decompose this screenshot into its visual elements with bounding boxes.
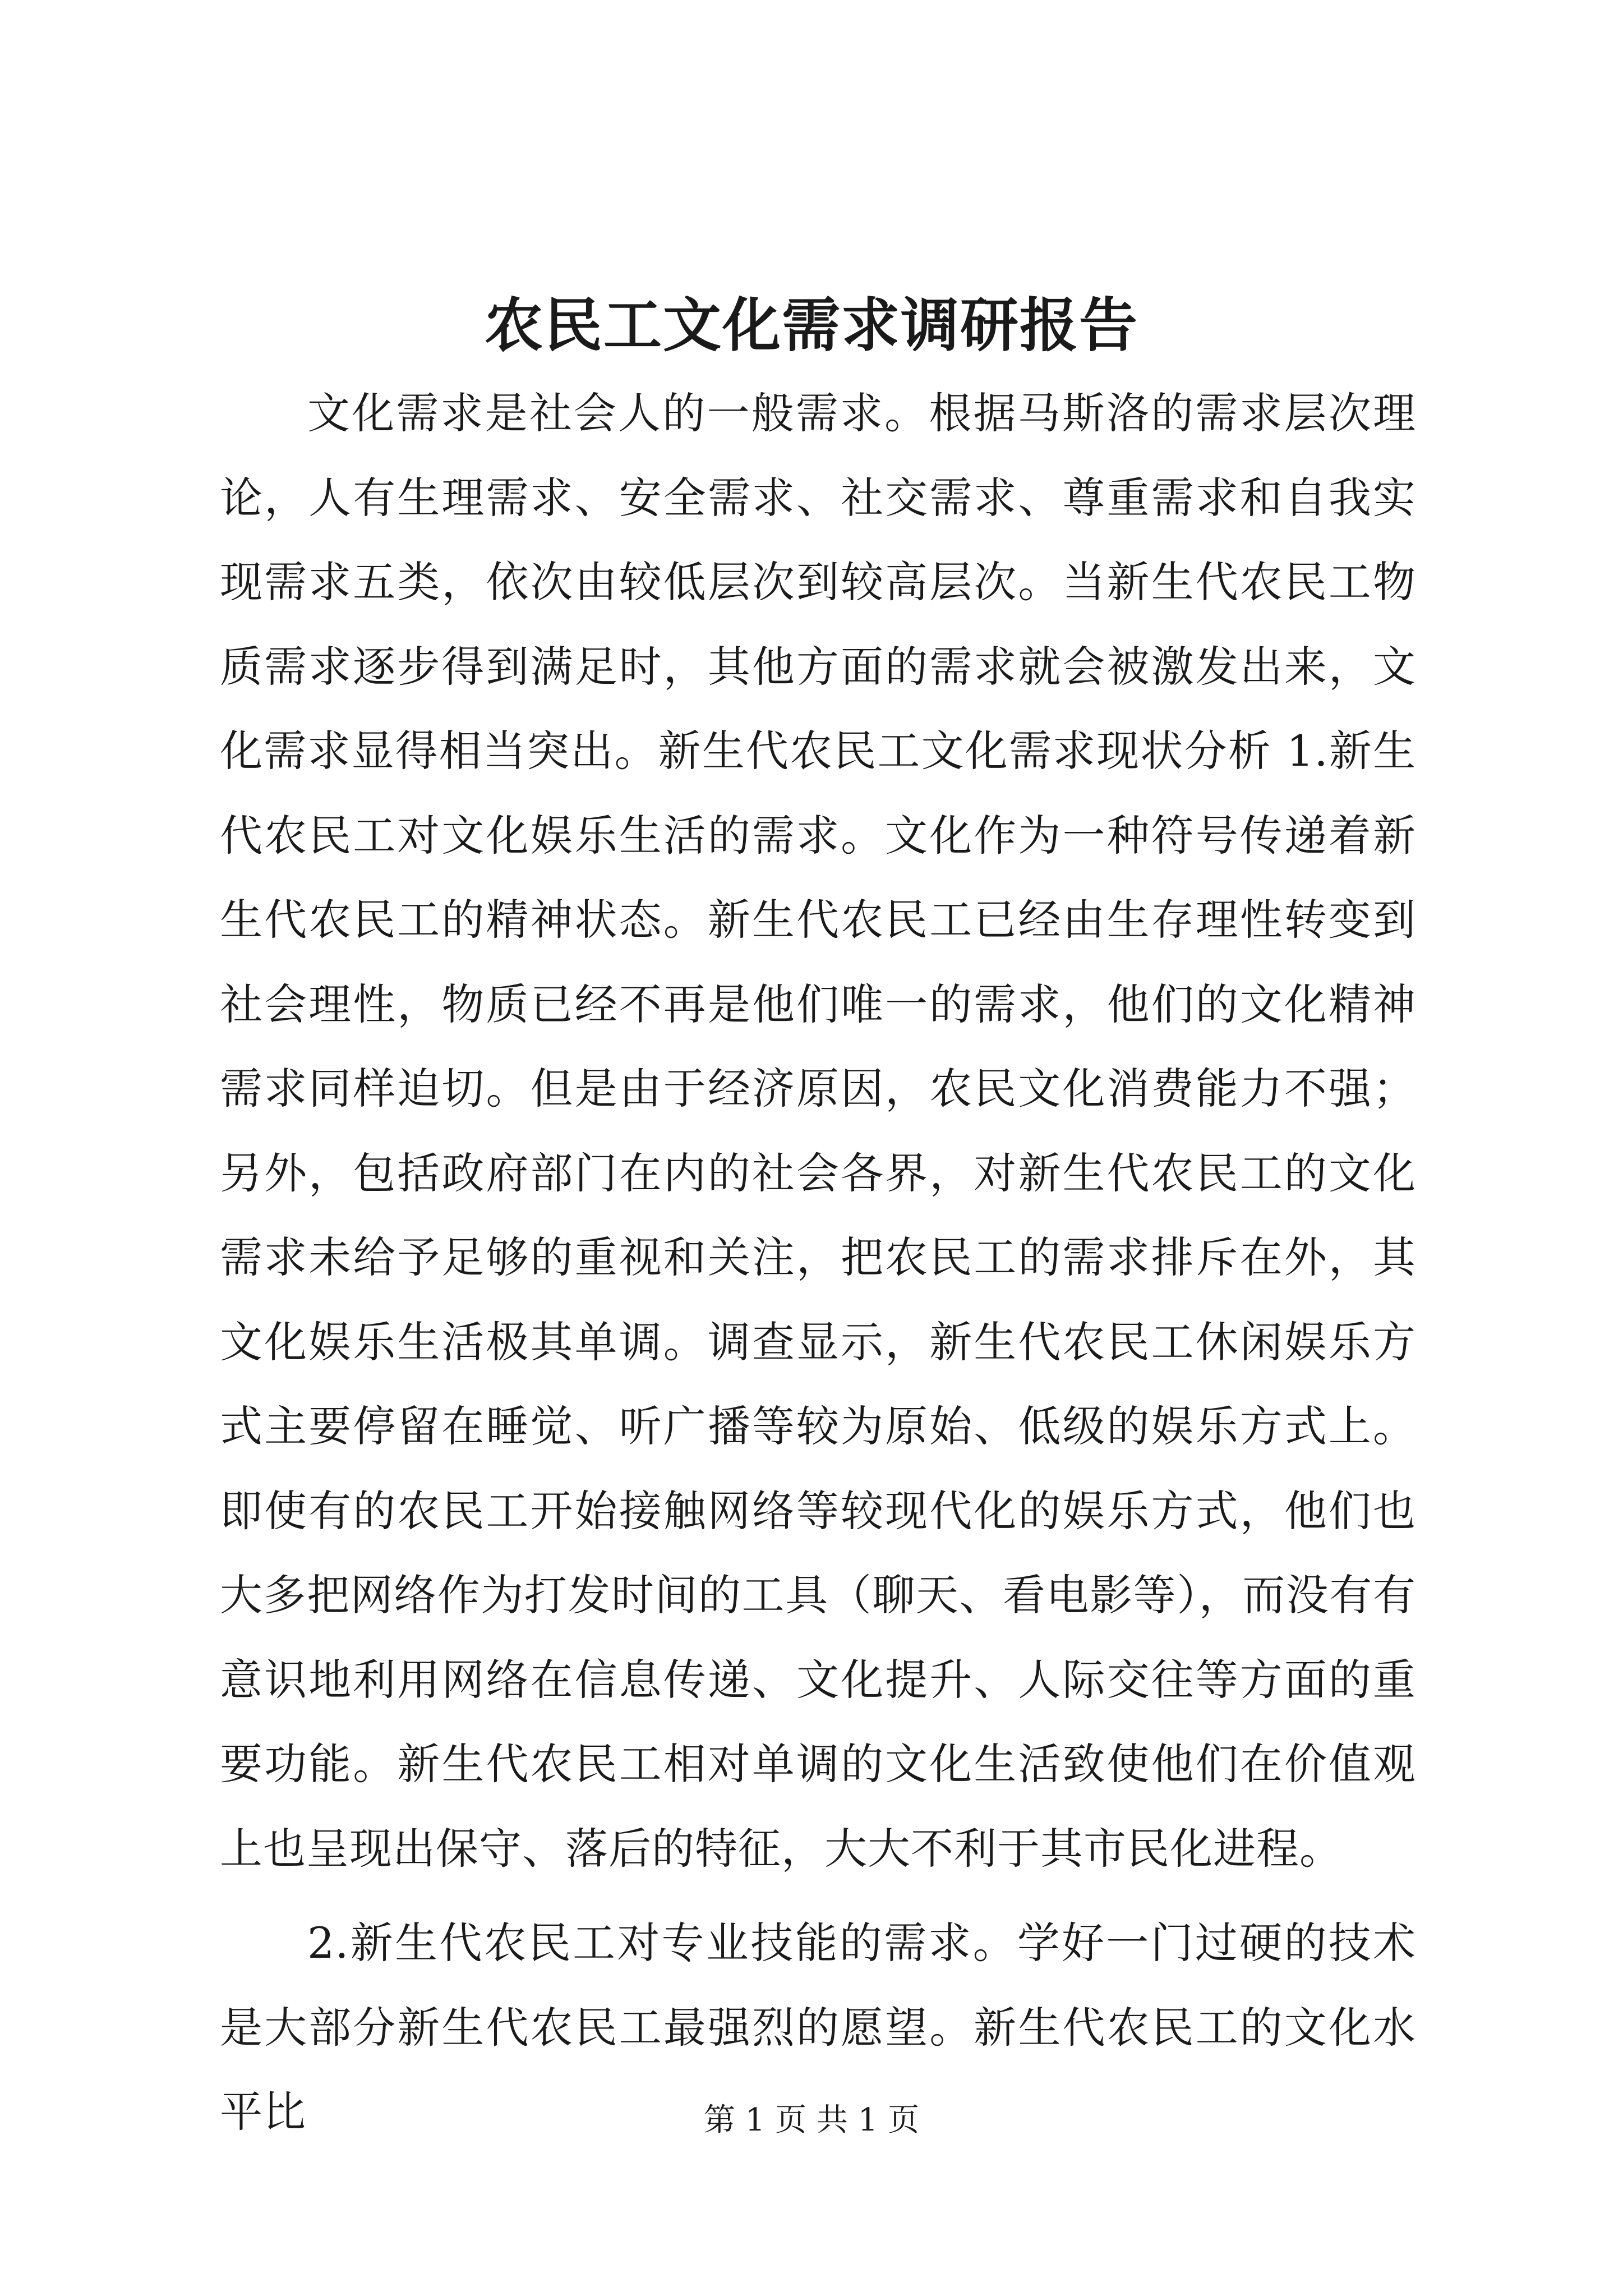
page-footer: 第 1 页 共 1 页 [703, 2102, 920, 2138]
document-title: 农民工文化需求调研报告 [484, 291, 1138, 360]
body-paragraph-2: 2.新生代农民工对专业技能的需求。学好一门过硬的技术是大部分新生代农民工最强烈的愿望。新生代农民工的文化水平比 [220, 1918, 1416, 2137]
document-body [220, 371, 1416, 2155]
body-paragraph-1: 文化需求是社会人的一般需求。根据马斯洛的需求层次理论，人有生理需求、安全需求、社交需求、尊重需求和自我实现需求五类，依次由较低层次到较高层次。当新生代农民工物质需求逐步得到满足时，其他方面的需求就会被激发出来，文化需求显得相当突出。新生代农民工文化需求现状分析 1.新生代农民工对文化娱乐生活的需求。文化作为一种符号传递着新生代农民工的精神状态。新生代农民工已经由生存理性转变到社会理性，物质已经不再是他们唯一的需求，他们的文化精神需求同样迫切。但是由于经济原因，农民文化消费能力不强；另外，包括政府部门在内的社会各界，对新生代农民工的文化需求未给予足够的重视和关注，把农民工的需求排斥在外，其文化娱乐生活极其单调。调查显示，新生代农民工休闲娱乐方式主要停留在睡觉、听广播等较为原始、低级的娱乐方式上。即使有的农民工开始接触网络等较现代化的娱乐方式，他们也大多把网络作为打发时间的工具（聊天、看电影等），而没有有意识地利用网络在信息传递、文化提升、人际交往等方面的重要功能。新生代农民工相对单调的文化生活致使他们在价值观上也呈现出保守、落后的特征，大大不利于其市民化进程。 [220, 388, 1416, 1874]
